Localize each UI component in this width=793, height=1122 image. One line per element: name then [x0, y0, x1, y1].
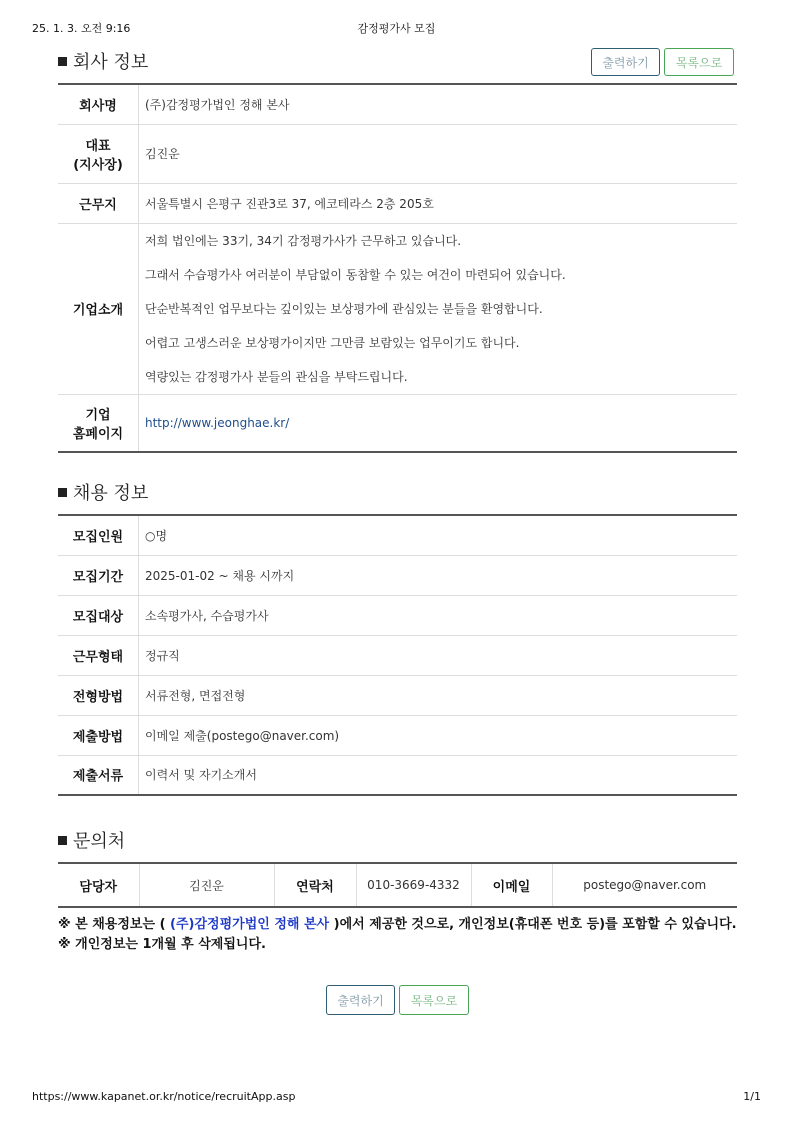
employment-type-label: 근무형태: [58, 635, 139, 675]
print-datetime: 25. 1. 3. 오전 9:16: [32, 22, 131, 35]
table-row: [58, 595, 737, 635]
ceo-row: [58, 124, 737, 183]
table-row: [58, 515, 737, 555]
intro-line: 단순반복적인 업무보다는 깊이있는 보상평가에 관심있는 분들을 환영합니다.: [145, 301, 543, 316]
recruit-section-title: [58, 479, 148, 505]
table-row: [58, 555, 737, 595]
print-button-bottom[interactable]: 출력하기: [326, 985, 395, 1015]
ceo-label: [58, 124, 139, 183]
company-section-label: 회사 정보: [73, 52, 149, 73]
recruit-target-label: 모집대상: [58, 595, 139, 635]
table-row: [58, 635, 737, 675]
location-label: 근무지: [58, 183, 139, 223]
contact-row: [58, 863, 737, 907]
intro-label: 기업소개: [58, 223, 139, 394]
submission-docs-label: 제출서류: [58, 755, 139, 795]
recruit-target-value: 소속평가사, 수습평가사: [139, 595, 738, 635]
notice-line-1: [58, 915, 738, 935]
notice-line-2: ※ 개인정보는 1개월 후 삭제됩니다.: [58, 937, 266, 952]
recruit-section-label: 채용 정보: [73, 483, 149, 504]
section-bullet-icon: [58, 836, 67, 845]
manager-value: 김진운: [139, 863, 274, 907]
homepage-row: [58, 394, 737, 452]
company-name-value: (주)감정평가법인 정해 본사: [145, 97, 290, 112]
notice-company: (주)감정평가법인 정해 본사: [170, 917, 330, 932]
company-section-title: [58, 48, 148, 74]
list-button-top[interactable]: 목록으로: [664, 48, 734, 76]
ceo-value: 김진운: [139, 124, 738, 183]
submission-docs-value: 이력서 및 자기소개서: [139, 755, 738, 795]
employment-type-value: 정규직: [139, 635, 738, 675]
intro-row: [58, 223, 737, 394]
recruit-count-value: ○명: [145, 528, 168, 543]
print-page-number: 1/1: [743, 1090, 761, 1103]
homepage-label-line2: 홈페이지: [72, 426, 124, 442]
company-name-label: 회사명: [58, 84, 139, 124]
submission-method-label: 제출방법: [58, 715, 139, 755]
print-url: https://www.kapanet.or.kr/notice/recruitApp.asp: [32, 1090, 296, 1103]
table-row: [58, 715, 737, 755]
phone-label: 연락처: [274, 863, 356, 907]
company-info-table: [58, 83, 737, 453]
ceo-label-line2: (지사장): [73, 157, 123, 173]
print-button-top[interactable]: 출력하기: [591, 48, 660, 76]
section-bullet-icon: [58, 488, 67, 497]
notice-suffix: )에서 제공한 것으로, 개인정보(휴대폰 번호 등)를 포함할 수 있습니다.: [329, 917, 737, 932]
table-row: [58, 755, 737, 795]
section-bullet-icon: [58, 57, 67, 66]
recruit-info-table: [58, 514, 737, 796]
homepage-link[interactable]: http://www.jeonghae.kr/: [145, 415, 290, 430]
intro-line: 저희 법인에는 33기, 34기 감정평가사가 근무하고 있습니다.: [145, 233, 462, 248]
privacy-notice: [58, 915, 738, 955]
email-label: 이메일: [471, 863, 552, 907]
intro-line: 어렵고 고생스러운 보상평가이지만 그만큼 보람있는 업무이기도 합니다.: [145, 335, 520, 350]
contact-section-label: 문의처: [73, 831, 126, 852]
submission-method-value: 이메일 제출(postego@naver.com): [139, 715, 738, 755]
intro-line: 역량있는 감정평가사 분들의 관심을 부탁드립니다.: [145, 369, 408, 384]
notice-prefix: ※ 본 채용정보는 (: [58, 917, 171, 932]
location-row: [58, 183, 737, 223]
contact-section-title: [58, 827, 125, 853]
table-row: [58, 675, 737, 715]
homepage-label: [58, 394, 139, 452]
email-value: postego@naver.com: [583, 878, 707, 892]
list-button-bottom[interactable]: 목록으로: [399, 985, 469, 1015]
recruit-period-value: 2025-01-02 ~ 채용 시까지: [139, 555, 738, 595]
homepage-label-line1: 기업: [85, 407, 111, 423]
company-name-row: [58, 84, 737, 124]
recruit-period-label: 모집기간: [58, 555, 139, 595]
intro-value: [139, 223, 738, 394]
ceo-label-line1: 대표: [85, 138, 111, 154]
screening-method-label: 전형방법: [58, 675, 139, 715]
phone-value: 010-3669-4332: [356, 863, 471, 907]
intro-line: 그래서 수습평가사 여러분이 부담없이 동참할 수 있는 여건이 마련되어 있습니다.: [145, 267, 566, 282]
manager-label: 담당자: [58, 863, 139, 907]
homepage-cell: [139, 394, 738, 452]
recruit-count-label: 모집인원: [58, 515, 139, 555]
print-page-title: 감정평가사 모집: [357, 22, 436, 35]
contact-table: [58, 862, 737, 908]
screening-method-value: 서류전형, 면접전형: [139, 675, 738, 715]
location-value: 서울특별시 은평구 진관3로 37, 에코테라스 2층 205호: [139, 183, 738, 223]
